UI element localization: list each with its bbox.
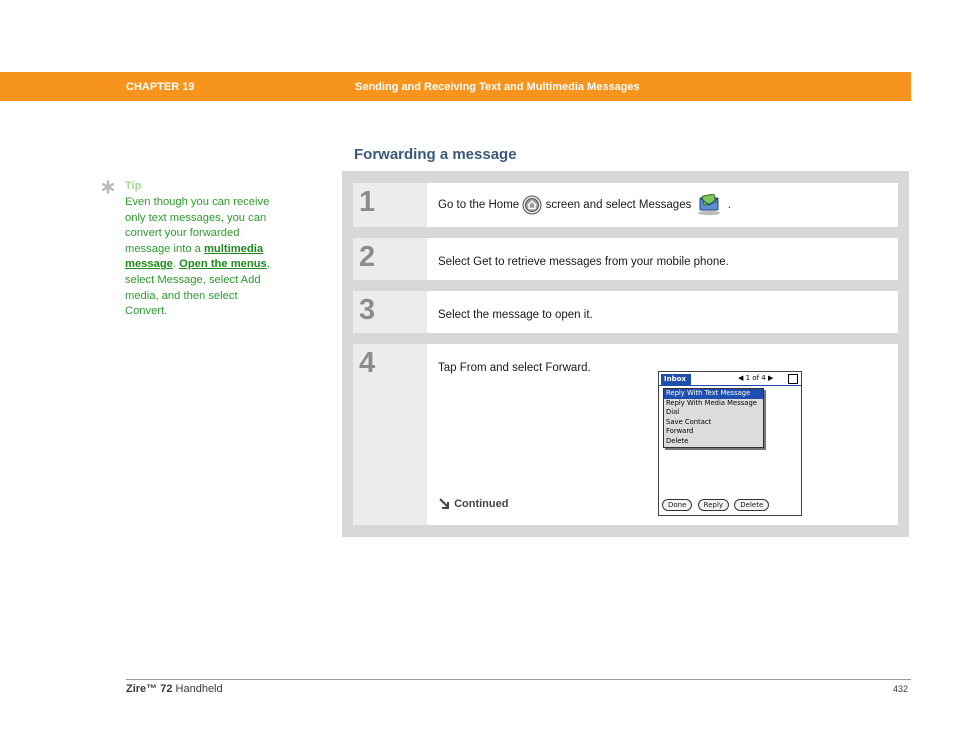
palm-menu-item: Forward bbox=[666, 427, 694, 436]
palm-menu-icon bbox=[788, 374, 798, 384]
palm-button-row bbox=[662, 499, 772, 511]
step-number: 2 bbox=[353, 238, 427, 280]
palm-menu-item: Delete bbox=[666, 436, 689, 445]
arrow-down-right-icon bbox=[438, 498, 451, 510]
step-content bbox=[427, 291, 898, 333]
palm-delete-button: Delete bbox=[734, 499, 769, 511]
step-2 bbox=[353, 238, 898, 280]
step-text: Select the message to open it. bbox=[438, 309, 593, 321]
step-text: Tap From and select Forward. bbox=[438, 362, 591, 374]
step-text bbox=[438, 194, 731, 216]
palm-menu-item: Reply With Media Message bbox=[666, 398, 757, 407]
palm-menu-item: Reply With Text Message bbox=[664, 389, 763, 399]
chapter-label: CHAPTER 19 bbox=[126, 81, 195, 93]
step-content bbox=[427, 238, 898, 280]
page-number: 432 bbox=[893, 684, 909, 694]
tip-text-part: . bbox=[172, 258, 180, 271]
footer-product-name bbox=[126, 683, 223, 695]
palm-menu-item: Dial bbox=[666, 408, 680, 417]
tip-text bbox=[125, 195, 275, 320]
continued-label: Continued bbox=[454, 498, 509, 510]
steps-panel bbox=[342, 171, 909, 537]
palm-dropdown-menu bbox=[663, 388, 764, 448]
section-title: Forwarding a message bbox=[354, 146, 517, 163]
palm-reply-button: Reply bbox=[698, 499, 729, 511]
palm-done-button: Done bbox=[662, 499, 692, 511]
palm-pager bbox=[738, 374, 773, 382]
tip-label: Tip bbox=[125, 180, 142, 192]
continued-link[interactable] bbox=[438, 498, 508, 510]
palm-title-rule bbox=[659, 385, 801, 386]
footer-rule bbox=[126, 679, 911, 680]
multimedia-message-link[interactable]: multimedia message bbox=[125, 242, 264, 271]
messages-app-icon bbox=[695, 194, 725, 216]
step-4 bbox=[353, 344, 898, 525]
tip-text-part: , select Message, select Add media, and then select Convert. bbox=[125, 258, 270, 318]
step-text-part: . bbox=[727, 199, 731, 212]
palm-inbox-title: Inbox bbox=[661, 374, 691, 385]
step-number: 4 bbox=[353, 344, 427, 525]
palm-menu-item: Save Contact bbox=[666, 417, 712, 426]
tip-text-part: Even though you can receive only text messages, you can convert your forwarded message into a bbox=[125, 196, 270, 255]
chapter-header-bar bbox=[0, 72, 911, 101]
product-name-rest: Handheld bbox=[172, 683, 223, 695]
step-text-part: screen and select Messages bbox=[545, 199, 692, 212]
step-content bbox=[427, 344, 898, 525]
step-text: Select Get to retrieve messages from your mobile phone. bbox=[438, 256, 729, 268]
step-number: 3 bbox=[353, 291, 427, 333]
pager-text: 1 of 4 bbox=[745, 374, 766, 382]
step-1 bbox=[353, 183, 898, 227]
step-content bbox=[427, 183, 898, 227]
chapter-title: Sending and Receiving Text and Multimedia Messages bbox=[355, 81, 640, 93]
step-number: 1 bbox=[353, 183, 427, 227]
palm-screen-screenshot bbox=[658, 371, 802, 516]
pager-right-arrow-icon: ▶ bbox=[767, 374, 774, 382]
product-name-bold: Zire™ 72 bbox=[126, 683, 173, 695]
step-3 bbox=[353, 291, 898, 333]
pager-left-arrow-icon: ◀ bbox=[738, 374, 744, 382]
step-text-part: Go to the Home bbox=[438, 199, 520, 212]
open-the-menus-link[interactable]: Open the menus bbox=[179, 258, 267, 271]
home-icon bbox=[522, 195, 542, 215]
asterisk-icon bbox=[101, 180, 115, 194]
